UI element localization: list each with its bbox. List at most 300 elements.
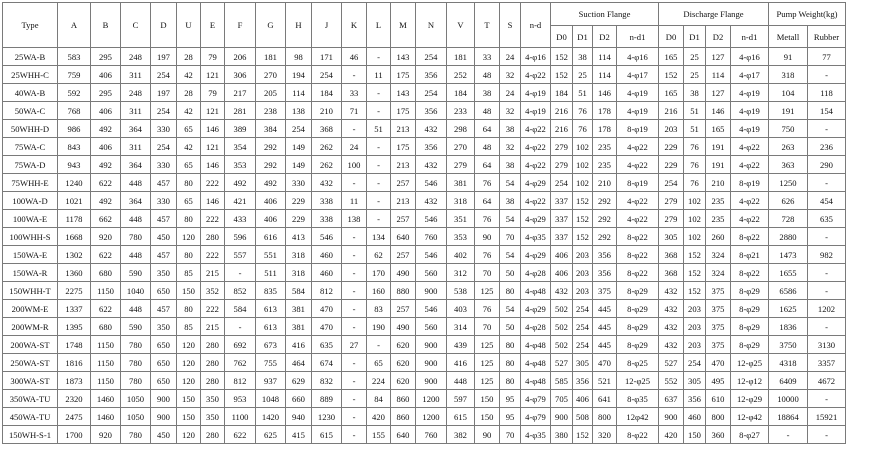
table-cell: 1395 — [58, 318, 91, 336]
table-cell: 900 — [416, 354, 447, 372]
col-header-j: J — [312, 3, 342, 48]
table-cell: 1668 — [58, 228, 91, 246]
table-cell: 213 — [391, 156, 416, 174]
table-cell: 178 — [593, 102, 617, 120]
table-cell: 102 — [684, 192, 706, 210]
table-cell: 1460 — [91, 390, 121, 408]
table-cell: 95 — [500, 390, 521, 408]
table-cell: - — [342, 300, 367, 318]
table-cell: 356 — [416, 138, 447, 156]
col-header-m: M — [391, 3, 416, 48]
table-cell: 337 — [551, 210, 573, 228]
table-cell: 650 — [151, 336, 177, 354]
table-cell: 146 — [201, 156, 225, 174]
table-cell: 338 — [312, 210, 342, 228]
table-cell: 118 — [808, 84, 846, 102]
table-cell: 406 — [91, 66, 121, 84]
table-cell: 54 — [500, 246, 521, 264]
table-cell: 270 — [256, 66, 286, 84]
table-cell: 986 — [58, 120, 91, 138]
table-cell: 527 — [659, 354, 684, 372]
table-cell: 165 — [659, 84, 684, 102]
table-row — [3, 372, 846, 390]
table-cell: 728 — [769, 210, 808, 228]
table-cell: 4-φ28 — [521, 318, 551, 336]
table-cell: 298 — [447, 120, 475, 138]
table-cell: 216 — [551, 120, 573, 138]
table-cell: 38 — [684, 84, 706, 102]
table-cell: 70 — [475, 318, 500, 336]
table-cell: 229 — [286, 192, 312, 210]
table-cell: 191 — [769, 102, 808, 120]
table-cell: 330 — [151, 156, 177, 174]
table-cell: 114 — [593, 48, 617, 66]
table-cell: 1050 — [121, 390, 151, 408]
table-cell: - — [225, 318, 256, 336]
table-cell: 457 — [151, 174, 177, 192]
table-row — [3, 300, 846, 318]
table-cell: 76 — [573, 102, 593, 120]
table-cell: 622 — [91, 300, 121, 318]
table-cell: 138 — [286, 102, 312, 120]
table-cell: 364 — [121, 192, 151, 210]
table-cell: 279 — [551, 156, 573, 174]
table-cell: 760 — [416, 426, 447, 444]
table-cell: 1655 — [769, 264, 808, 282]
table-cell: 635 — [808, 210, 846, 228]
table-cell: 229 — [659, 138, 684, 156]
table-cell: 800 — [593, 408, 617, 426]
col-header-f: F — [225, 3, 256, 48]
table-cell: 102 — [684, 210, 706, 228]
table-cell: 121 — [201, 102, 225, 120]
table-cell: 350 — [151, 264, 177, 282]
table-cell: 150 — [475, 408, 500, 426]
table-cell: 3130 — [808, 336, 846, 354]
table-cell: 24 — [342, 138, 367, 156]
table-cell: - — [367, 156, 391, 174]
table-cell: 102 — [684, 228, 706, 246]
table-cell: 337 — [551, 228, 573, 246]
table-row — [3, 408, 846, 426]
col-header-v: V — [447, 3, 475, 48]
table-cell: 552 — [659, 372, 684, 390]
table-cell: 1700 — [58, 426, 91, 444]
table-cell: 432 — [416, 192, 447, 210]
model-type-cell: 200WM-E — [3, 300, 58, 318]
table-cell: 538 — [447, 282, 475, 300]
table-cell: 4-φ48 — [521, 336, 551, 354]
table-cell: 32 — [500, 138, 521, 156]
table-cell: 750 — [769, 120, 808, 138]
table-cell: 4-φ19 — [731, 102, 769, 120]
table-cell: 48 — [475, 66, 500, 84]
table-cell: 448 — [121, 300, 151, 318]
table-cell: 85 — [177, 264, 201, 282]
table-cell: 800 — [706, 408, 731, 426]
table-cell: 585 — [551, 372, 573, 390]
table-cell: 8-φ29 — [731, 282, 769, 300]
table-cell: 637 — [659, 390, 684, 408]
table-cell: 596 — [225, 228, 256, 246]
table-cell: 8-φ29 — [617, 282, 659, 300]
table-cell: 460 — [312, 246, 342, 264]
table-cell: 79 — [201, 48, 225, 66]
table-cell: 254 — [151, 66, 177, 84]
table-cell: 626 — [769, 192, 808, 210]
table-cell: - — [367, 48, 391, 66]
table-cell: 280 — [201, 228, 225, 246]
table-cell: 640 — [391, 228, 416, 246]
table-cell: 4-φ79 — [521, 408, 551, 426]
table-cell: 4-φ48 — [521, 372, 551, 390]
table-cell: 12-φ29 — [731, 390, 769, 408]
table-cell: 381 — [447, 174, 475, 192]
table-cell: 114 — [706, 66, 731, 84]
table-cell: 615 — [312, 426, 342, 444]
table-cell: 420 — [659, 426, 684, 444]
table-cell: 12-φ25 — [731, 354, 769, 372]
table-cell: 254 — [684, 354, 706, 372]
table-cell: 51 — [573, 84, 593, 102]
table-cell: 4-φ48 — [521, 282, 551, 300]
table-cell: 368 — [312, 120, 342, 138]
table-cell: 470 — [706, 354, 731, 372]
suction-d0-header: D0 — [551, 26, 573, 48]
table-cell: 1302 — [58, 246, 91, 264]
table-cell: 492 — [91, 192, 121, 210]
table-cell: 100 — [342, 156, 367, 174]
table-cell: 937 — [256, 372, 286, 390]
table-cell: 3750 — [769, 336, 808, 354]
header-row-top — [3, 3, 846, 26]
table-cell: 305 — [573, 354, 593, 372]
col-header-k: K — [342, 3, 367, 48]
table-cell: 79 — [201, 84, 225, 102]
table-cell: 184 — [447, 84, 475, 102]
table-cell: 4-φ22 — [521, 156, 551, 174]
table-cell: 352 — [201, 282, 225, 300]
table-cell: 64 — [475, 156, 500, 174]
table-cell: 382 — [447, 426, 475, 444]
table-cell: 295 — [91, 48, 121, 66]
table-cell: 262 — [312, 156, 342, 174]
table-cell: 238 — [256, 102, 286, 120]
table-cell: 203 — [573, 264, 593, 282]
table-cell: 76 — [475, 210, 500, 228]
table-cell: 660 — [286, 390, 312, 408]
table-cell: 305 — [659, 228, 684, 246]
table-cell: 560 — [416, 264, 447, 282]
table-cell: 1200 — [416, 408, 447, 426]
table-cell: 171 — [312, 48, 342, 66]
table-cell: 705 — [551, 390, 573, 408]
table-cell: 492 — [91, 156, 121, 174]
table-cell: 620 — [391, 372, 416, 390]
table-cell: 254 — [659, 174, 684, 192]
table-cell: 165 — [706, 120, 731, 138]
table-cell: 406 — [256, 192, 286, 210]
table-cell: 292 — [256, 138, 286, 156]
table-cell: 356 — [593, 246, 617, 264]
table-cell: 680 — [91, 318, 121, 336]
table-cell: 354 — [225, 138, 256, 156]
table-cell: 11 — [342, 192, 367, 210]
table-cell: 457 — [151, 300, 177, 318]
table-cell: 4-φ28 — [521, 264, 551, 282]
model-type-cell: 100WHH-S — [3, 228, 58, 246]
table-row — [3, 48, 846, 66]
table-cell: 900 — [551, 408, 573, 426]
table-cell: 546 — [416, 210, 447, 228]
table-cell: 351 — [447, 210, 475, 228]
table-cell: 1150 — [91, 336, 121, 354]
table-cell: 279 — [659, 210, 684, 228]
table-row — [3, 192, 846, 210]
table-cell: 254 — [573, 300, 593, 318]
table-cell: 54 — [500, 174, 521, 192]
table-cell: 222 — [201, 210, 225, 228]
table-cell: - — [342, 120, 367, 138]
suction-d1-header: D1 — [573, 26, 593, 48]
table-cell: - — [367, 102, 391, 120]
table-cell: 490 — [391, 318, 416, 336]
table-cell: 292 — [256, 156, 286, 174]
table-cell: 835 — [256, 282, 286, 300]
table-cell: 511 — [256, 264, 286, 282]
table-cell: 152 — [684, 264, 706, 282]
table-cell: 448 — [121, 174, 151, 192]
table-cell: 121 — [201, 138, 225, 156]
table-cell: 620 — [391, 336, 416, 354]
table-cell: 191 — [706, 138, 731, 156]
table-cell: 1021 — [58, 192, 91, 210]
table-cell: 152 — [573, 426, 593, 444]
table-cell: 375 — [593, 282, 617, 300]
model-type-cell: 150WHH-T — [3, 282, 58, 300]
table-cell: 222 — [201, 300, 225, 318]
table-cell: 953 — [225, 390, 256, 408]
table-cell: 260 — [706, 228, 731, 246]
table-cell: 138 — [342, 210, 367, 228]
table-cell: 76 — [684, 174, 706, 192]
table-cell: 311 — [121, 102, 151, 120]
table-row — [3, 174, 846, 192]
table-cell: 583 — [58, 48, 91, 66]
table-cell: 77 — [808, 48, 846, 66]
table-cell: 1100 — [225, 408, 256, 426]
table-cell: 812 — [312, 282, 342, 300]
table-cell: 91 — [769, 48, 808, 66]
table-cell: 4-φ22 — [617, 156, 659, 174]
table-cell: 102 — [573, 156, 593, 174]
table-cell: 432 — [312, 174, 342, 192]
table-cell: 143 — [391, 84, 416, 102]
table-cell: 216 — [551, 102, 573, 120]
table-cell: 610 — [706, 390, 731, 408]
table-cell: 76 — [684, 138, 706, 156]
table-cell: 4-φ29 — [521, 300, 551, 318]
table-cell: 982 — [808, 246, 846, 264]
table-cell: 80 — [500, 372, 521, 390]
table-cell: 152 — [573, 210, 593, 228]
table-cell: 353 — [225, 156, 256, 174]
table-cell: 900 — [151, 408, 177, 426]
table-cell: 368 — [659, 264, 684, 282]
table-cell: 640 — [391, 426, 416, 444]
table-cell: - — [808, 264, 846, 282]
table-cell: 521 — [593, 372, 617, 390]
table-cell: 120 — [177, 228, 201, 246]
table-cell: 900 — [151, 390, 177, 408]
table-cell: 502 — [551, 318, 573, 336]
table-cell: 254 — [312, 66, 342, 84]
table-cell: 76 — [573, 120, 593, 138]
table-cell: 4-φ22 — [521, 120, 551, 138]
table-cell: 460 — [312, 264, 342, 282]
table-cell: 248 — [121, 48, 151, 66]
table-cell: 860 — [391, 390, 416, 408]
table-cell: 280 — [201, 426, 225, 444]
table-cell: 420 — [367, 408, 391, 426]
table-cell: 406 — [551, 264, 573, 282]
table-cell: 98 — [286, 48, 312, 66]
table-cell: 364 — [121, 156, 151, 174]
table-cell: 900 — [416, 336, 447, 354]
table-cell: 4-φ29 — [521, 246, 551, 264]
table-cell: 254 — [416, 48, 447, 66]
table-cell: 229 — [286, 210, 312, 228]
table-cell: 146 — [201, 120, 225, 138]
table-cell: 12-φ25 — [617, 372, 659, 390]
model-type-cell: 100WA-D — [3, 192, 58, 210]
table-cell: 280 — [201, 354, 225, 372]
table-cell: 759 — [58, 66, 91, 84]
table-cell: 24 — [500, 48, 521, 66]
table-cell: 121 — [201, 66, 225, 84]
table-cell: 27 — [342, 336, 367, 354]
table-cell: 622 — [225, 426, 256, 444]
table-cell: 445 — [593, 300, 617, 318]
table-cell: 4-φ22 — [617, 138, 659, 156]
table-cell: 8-φ25 — [617, 354, 659, 372]
table-cell: 590 — [121, 264, 151, 282]
discharge-d1-header: D1 — [684, 26, 706, 48]
table-cell: - — [808, 282, 846, 300]
table-cell: 450 — [151, 228, 177, 246]
table-cell: 311 — [121, 66, 151, 84]
table-cell: 257 — [391, 300, 416, 318]
table-row — [3, 336, 846, 354]
table-cell: 84 — [367, 390, 391, 408]
table-cell: 165 — [659, 48, 684, 66]
table-cell: 1816 — [58, 354, 91, 372]
table-cell: - — [367, 138, 391, 156]
table-cell: 1150 — [91, 372, 121, 390]
table-cell: 235 — [706, 192, 731, 210]
table-cell: 222 — [201, 174, 225, 192]
table-cell: 257 — [391, 210, 416, 228]
table-cell: - — [808, 426, 846, 444]
table-cell: 641 — [593, 390, 617, 408]
table-cell: 175 — [391, 102, 416, 120]
table-cell: 203 — [684, 336, 706, 354]
table-cell: 8-φ22 — [617, 264, 659, 282]
table-cell: 175 — [391, 138, 416, 156]
table-cell: 650 — [151, 282, 177, 300]
table-cell: 445 — [593, 336, 617, 354]
table-cell: 1748 — [58, 336, 91, 354]
table-cell: 76 — [475, 174, 500, 192]
table-cell: - — [342, 354, 367, 372]
table-cell: 28 — [177, 48, 201, 66]
model-type-cell: 450WA-TU — [3, 408, 58, 426]
model-type-cell: 300WA-ST — [3, 372, 58, 390]
table-cell: 38 — [500, 192, 521, 210]
table-cell: 6586 — [769, 282, 808, 300]
table-cell: - — [808, 120, 846, 138]
table-cell: 416 — [286, 336, 312, 354]
table-cell: 257 — [391, 174, 416, 192]
table-cell: 1337 — [58, 300, 91, 318]
table-cell: 448 — [447, 372, 475, 390]
table-cell: 76 — [475, 300, 500, 318]
table-cell: 368 — [659, 246, 684, 264]
table-cell: 210 — [312, 102, 342, 120]
discharge-n-d1-header: n-d1 — [731, 26, 769, 48]
table-cell: 154 — [808, 102, 846, 120]
table-cell: 95 — [500, 408, 521, 426]
table-cell: 629 — [286, 372, 312, 390]
model-type-cell: 150WA-R — [3, 264, 58, 282]
table-cell: 127 — [706, 48, 731, 66]
table-row — [3, 156, 846, 174]
table-cell: 597 — [447, 390, 475, 408]
table-cell: 71 — [342, 102, 367, 120]
table-cell: 353 — [447, 228, 475, 246]
table-cell: 4-φ22 — [521, 192, 551, 210]
table-cell: - — [342, 390, 367, 408]
table-cell: 356 — [573, 372, 593, 390]
table-cell: 780 — [121, 372, 151, 390]
table-cell: 432 — [416, 120, 447, 138]
table-row — [3, 282, 846, 300]
table-cell: 4-φ16 — [521, 48, 551, 66]
table-cell: - — [342, 372, 367, 390]
table-cell: 406 — [256, 210, 286, 228]
discharge-d2-header: D2 — [706, 26, 731, 48]
table-cell: 4-φ48 — [521, 354, 551, 372]
table-cell: 360 — [706, 426, 731, 444]
table-cell: 4-φ16 — [617, 48, 659, 66]
table-cell: 25 — [573, 66, 593, 84]
table-cell: 2880 — [769, 228, 808, 246]
table-cell: 8-φ22 — [731, 228, 769, 246]
table-cell: 76 — [475, 246, 500, 264]
table-cell: - — [808, 66, 846, 84]
table-row — [3, 228, 846, 246]
table-cell: 215 — [201, 318, 225, 336]
table-cell: 616 — [256, 228, 286, 246]
table-cell: 80 — [500, 282, 521, 300]
table-cell: 406 — [573, 390, 593, 408]
table-cell: - — [367, 210, 391, 228]
col-header-e: E — [201, 3, 225, 48]
table-cell: 85 — [177, 318, 201, 336]
table-cell: 403 — [447, 300, 475, 318]
pump-dimension-table — [2, 2, 846, 444]
table-cell: - — [342, 66, 367, 84]
